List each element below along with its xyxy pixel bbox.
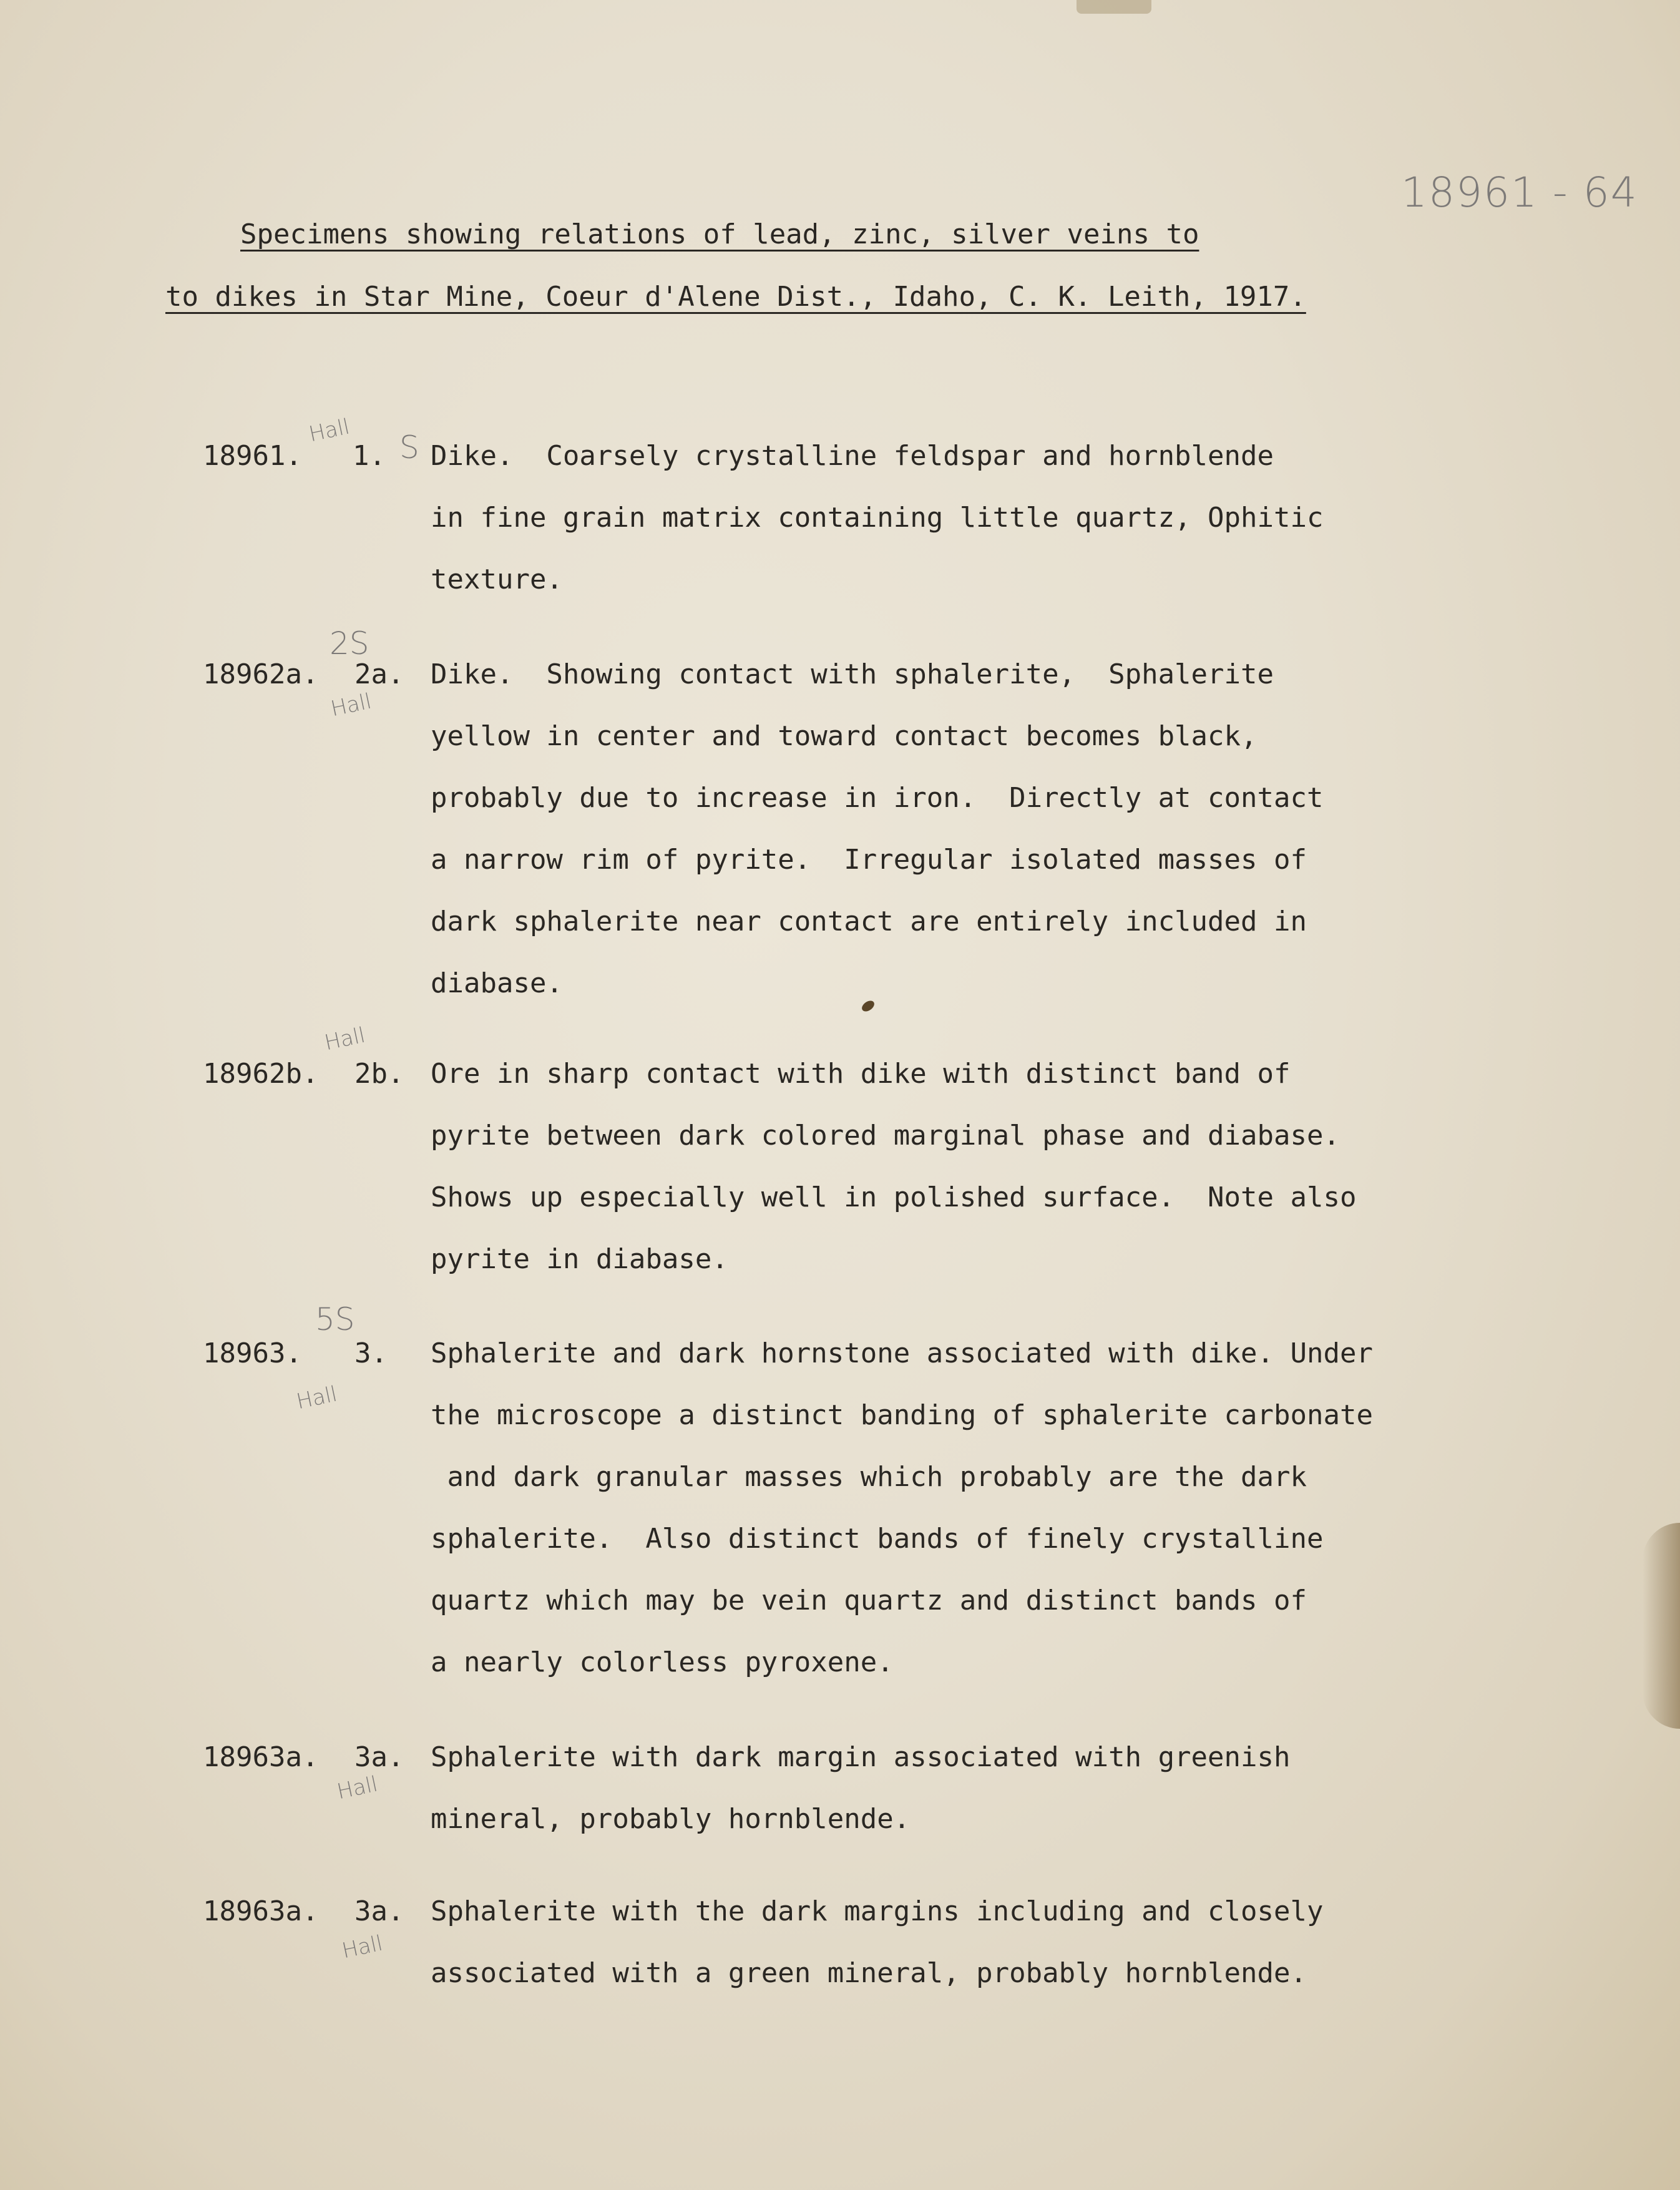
entry-line: yellow in center and toward contact becomes black, bbox=[431, 720, 1258, 752]
hand-hall-note: Hall bbox=[328, 688, 374, 722]
entry-line: Ore in sharp contact with dike with distinct band of bbox=[431, 1058, 1291, 1090]
hand-mark-note: 2S bbox=[330, 625, 369, 662]
ink-spot bbox=[860, 999, 876, 1014]
entry-number: 18961. bbox=[203, 440, 302, 472]
entry-number: 18962b. bbox=[203, 1058, 319, 1090]
title-line-2: to dikes in Star Mine, Coeur d'Alene Dist., Idaho, C. K. Leith, 1917. bbox=[165, 281, 1306, 313]
entry-line: texture. bbox=[431, 564, 563, 595]
entry-line: associated with a green mineral, probably hornblende. bbox=[431, 1957, 1307, 1989]
entry-line: diabase. bbox=[431, 967, 563, 999]
corner-catalog-note: 18961 - 64 bbox=[1401, 169, 1638, 217]
title-line-1: Specimens showing relations of lead, zinc, silver veins to bbox=[240, 218, 1199, 250]
entry-line: Sphalerite with the dark margins including and closely bbox=[431, 1895, 1324, 1927]
entry-line: quartz which may be vein quartz and distinct bands of bbox=[431, 1585, 1307, 1616]
entry-line: pyrite in diabase. bbox=[431, 1243, 728, 1275]
entry-number: 18963a. bbox=[203, 1895, 319, 1927]
entry-ref: 3a. bbox=[354, 1741, 404, 1773]
entry-line: and dark granular masses which probably are the dark bbox=[431, 1461, 1307, 1493]
entry-number: 18962a. bbox=[203, 658, 319, 690]
entry-line: dark sphalerite near contact are entirely included in bbox=[431, 906, 1307, 937]
edge-stain bbox=[1643, 1523, 1680, 1729]
entry-number: 18963. bbox=[203, 1337, 302, 1369]
entry-ref: 3. bbox=[354, 1337, 388, 1369]
entry-line: the microscope a distinct banding of sphalerite carbonate bbox=[431, 1399, 1373, 1431]
entry-ref: 2b. bbox=[354, 1058, 404, 1090]
entry-line: Sphalerite with dark margin associated with greenish bbox=[431, 1741, 1291, 1773]
entry-ref: 3a. bbox=[354, 1895, 404, 1927]
hand-hall-note: Hall bbox=[294, 1381, 339, 1415]
entry-line: Shows up especially well in polished surface. Note also bbox=[431, 1181, 1357, 1213]
hand-mark-note: 5S bbox=[315, 1301, 355, 1337]
entry-ref: 2a. bbox=[354, 658, 404, 690]
entry-line: Dike. Showing contact with sphalerite, Sphalerite bbox=[431, 658, 1274, 690]
entry-line: a nearly colorless pyroxene. bbox=[431, 1646, 894, 1678]
hand-mark-note: S bbox=[399, 429, 419, 466]
entry-line: Dike. Coarsely crystalline feldspar and hornblende bbox=[431, 440, 1274, 472]
entry-line: mineral, probably hornblende. bbox=[431, 1803, 911, 1835]
hand-hall-note: Hall bbox=[322, 1022, 368, 1056]
entry-line: in fine grain matrix containing little quartz, Ophitic bbox=[431, 502, 1324, 534]
hand-hall-note: Hall bbox=[339, 1930, 385, 1964]
entry-number: 18963a. bbox=[203, 1741, 319, 1773]
entry-line: a narrow rim of pyrite. Irregular isolated masses of bbox=[431, 844, 1307, 876]
entry-line: sphalerite. Also distinct bands of finely crystalline bbox=[431, 1523, 1324, 1555]
hand-hall-note: Hall bbox=[306, 414, 352, 447]
entry-line: pyrite between dark colored marginal phase and diabase. bbox=[431, 1120, 1340, 1151]
hand-hall-note: Hall bbox=[335, 1771, 380, 1805]
entry-line: probably due to increase in iron. Directly at contact bbox=[431, 782, 1324, 814]
tape-strip bbox=[1077, 0, 1151, 14]
entry-line: Sphalerite and dark hornstone associated with dike. Under bbox=[431, 1337, 1373, 1369]
entry-ref: 1. bbox=[353, 440, 386, 472]
